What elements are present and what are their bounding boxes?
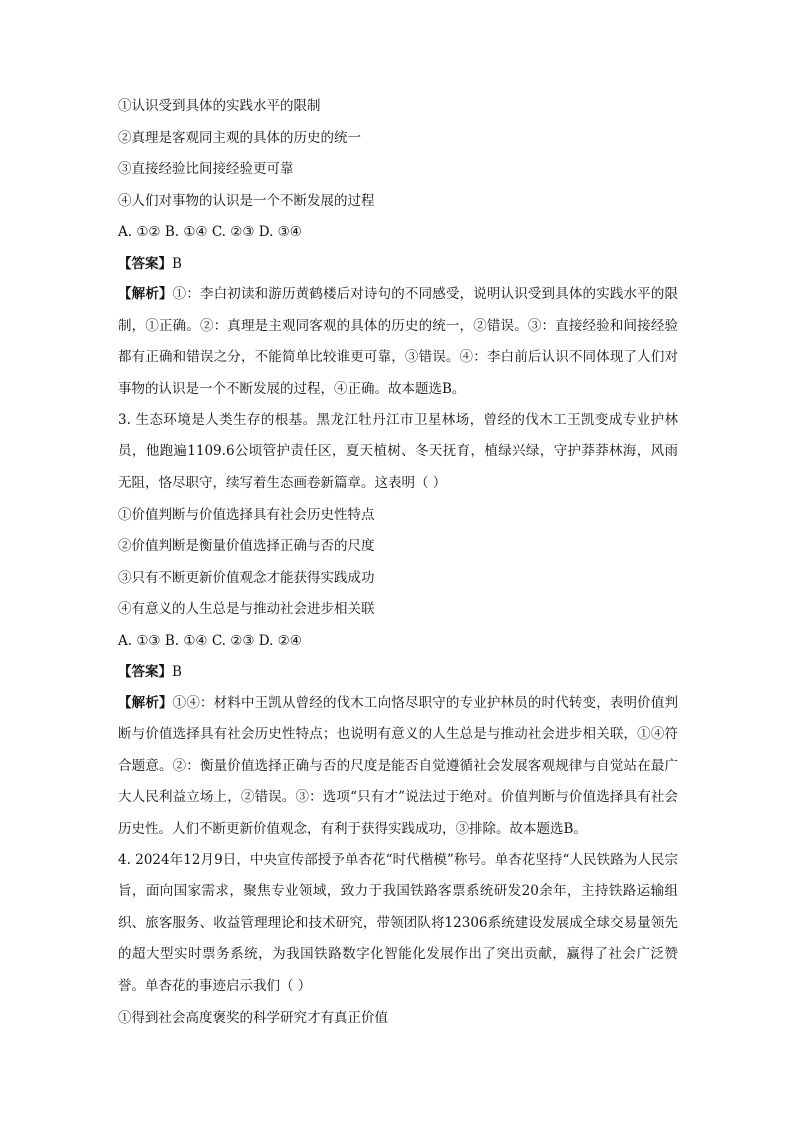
q4-item-1: ①得到社会高度褒奖的科学研究才有真正价值	[118, 1009, 388, 1026]
answer-value: B	[172, 664, 182, 680]
analysis-text: ①④：材料中王凯从曾经的伐木工向恪尽职守的专业护林员的时代转变，表明价值判断与价值选择具有社会历史性特点；也说明有意义的人生总是与推动社会进步相关联，①④符合题意。②：衡量价值选择正确与否的尺度是能否自觉遵循社会发展客观规律与自觉站在最广大人民利益立场上，②错误。③：选项“只有才”说法过于绝对。价值判断与价值选择具有社会历史性。人们不断更新价值观念，有利于获得实践成功，③排除。故本题选B。	[118, 694, 679, 837]
q3-item-4: ④有意义的人生总是与推动社会进步相关联	[118, 601, 375, 617]
q2-item-3: ③直接经验比间接经验更可靠	[118, 161, 294, 177]
q3-options: A. ①③ B. ①④ C. ②③ D. ②④	[118, 632, 302, 649]
answer-label: 【答案】	[118, 664, 172, 680]
q2-item-4: ④人们对事物的认识是一个不断发展的过程	[118, 192, 375, 209]
q4-stem: 4. 2024年12月9日，中央宣传部授予单杏花“时代楷模”称号。单杏花坚持“人民铁路为人民宗旨，面向国家需求，聚焦专业领域，致力于我国铁路客票系统研发20余年，主持铁路运输组织、旅客服务、收益管理理论和技术研究，带领团队将12306系统建设发展成全球交易量领先的超大型实时票务系统，为我国铁路数字化智能化发展作出了突出贡献，赢得了社会广泛赞誉。单杏花的事迹启示我们（ ）	[118, 851, 678, 994]
q3-answer	[118, 664, 678, 680]
q2-item-1: ①认识受到具体的实践水平的限制	[118, 98, 321, 114]
q2-item-2: ②真理是客观同主观的具体的历史的统一	[118, 129, 361, 146]
answer-value: B	[172, 255, 182, 272]
q2-analysis	[118, 279, 678, 405]
q3-item-2: ②价值判断是衡量价值选择正确与否的尺度	[118, 538, 375, 554]
q3-item-3: ③只有不断更新价值观念才能获得实践成功	[118, 569, 375, 586]
q3-analysis	[118, 688, 678, 846]
analysis-label: 【解析】	[118, 286, 173, 302]
q2-options: A. ①② B. ①④ C. ②③ D. ③④	[118, 224, 302, 240]
q3-stem: 3. 生态环境是人类生存的根基。黑龙江牡丹江市卫星林场，曾经的伐木工王凯变成专业护林员，他跑遍1109.6公顷管护责任区，夏天植树、冬天抚育，植绿兴绿，守护莽莽林海，风雨无阻，恪尽职守，续写着生态画卷新篇章。这表明（ ）	[118, 411, 678, 491]
answer-label: 【答案】	[118, 255, 172, 272]
analysis-label: 【解析】	[118, 694, 173, 711]
q3-item-1: ①价值判断与价值选择具有社会历史性特点	[118, 506, 375, 523]
document-page	[118, 98, 678, 1041]
analysis-text: ①：李白初读和游历黄鹤楼后对诗句的不同感受，说明认识受到具体的实践水平的限制，①正确。②：真理是主观同客观的具体的历史的统一，②错误。③：直接经验和间接经验都有正确和错误之分，不能简单比较谁更可靠，③错误。④：李白前后认识不同体现了人们对事物的认识是一个不断发展的过程，④正确。故本题选B。	[118, 286, 679, 397]
q2-answer	[118, 256, 678, 272]
